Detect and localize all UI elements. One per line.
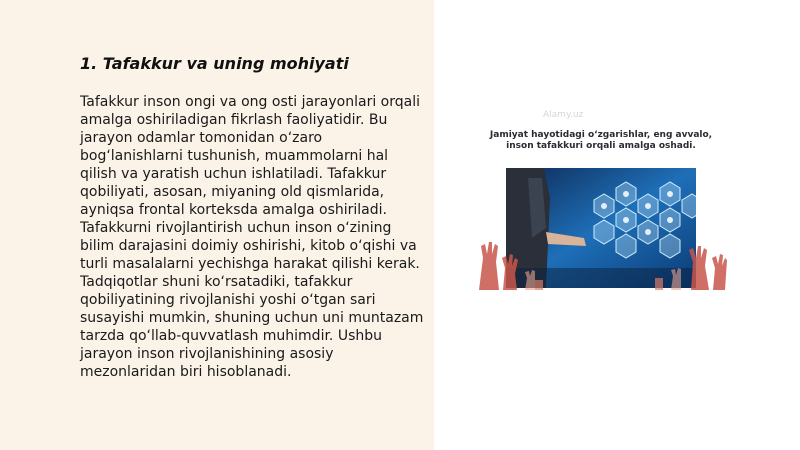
section-heading: 1. Tafakkur va uning mohiyati xyxy=(80,54,349,73)
watermark-text: Alamy.uz xyxy=(543,110,584,120)
raised-hands-graphic xyxy=(475,218,727,290)
raised-hands-illustration xyxy=(475,218,727,290)
figure-caption: Jamiyat hayotidagi o‘zgarishlar, eng avvalo, inson tafakkuri orqali amalga oshadi. xyxy=(489,130,713,151)
illustration-figure xyxy=(475,110,727,290)
body-paragraph: Tafakkur inson ongi va ong osti jarayonlari orqali amalga oshiriladigan fikrlash faoliyatidir. Bu jarayon odamlar tomonidan o‘zaro bog‘lanishlarni tushunish, muammolarni hal qilish va yaratish uchun ishlatiladi. Tafakkur qobiliyati, asosan, miyaning old qismlarida, ayniqsa frontal korteksda amalga oshiriladi. Tafakkurni rivojlantirish uchun inson o‘zining bilim darajasini doimiy oshirishi, kitob o‘qishi va turli masalalarni yechishga harakat qilishi kerak. Tadqiqotlar shuni ko‘rsatadiki, tafakkur qobiliyatining rivojlanishi yoshi o‘tgan sari susayishi mumkin, shuning uchun uni muntazam tarzda qo‘llab-quvvatlash muhimdir. Ushbu jarayon inson rivojlanishining asosiy mezonlaridan biri hisoblanadi. xyxy=(80,94,424,380)
